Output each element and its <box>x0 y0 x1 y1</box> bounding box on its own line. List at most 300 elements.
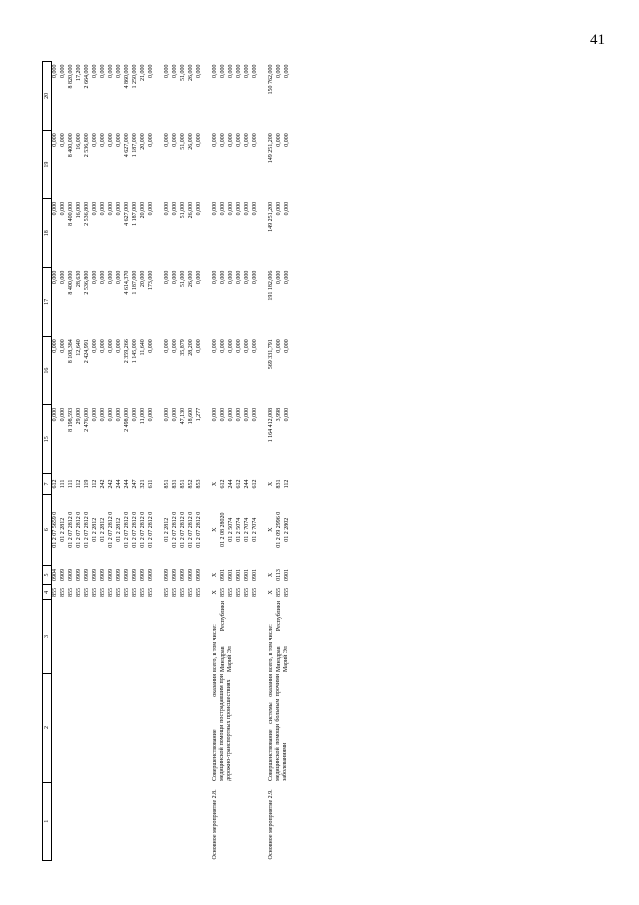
target-article-cell: 01 2 09 2996 0 <box>275 511 282 548</box>
amount-cell: 0,000 <box>219 64 226 78</box>
amount-cell: 0,000 <box>99 201 106 216</box>
amount-cell: 18,600 <box>187 407 194 425</box>
section-code-cell: 0909 <box>107 568 114 581</box>
amount-cell: 0,000 <box>283 201 290 216</box>
grbs-code-cell: 855 <box>123 587 130 597</box>
section-code-cell: 0909 <box>163 568 170 581</box>
amount-cell: 8 400,000 <box>67 201 74 226</box>
section-code-cell: 0909 <box>131 568 138 581</box>
amount-cell: 20,000 <box>139 201 146 219</box>
amount-cell: 0,000 <box>147 407 154 422</box>
section-code-cell: 0901 <box>227 568 234 581</box>
expense-type-cell: 851 <box>179 479 186 489</box>
grbs-code-cell: 855 <box>75 587 82 597</box>
amount-cell: 0,000 <box>163 201 170 216</box>
amount-cell: 2 664,000 <box>83 64 90 89</box>
amount-cell: 8 820,000 <box>67 64 74 89</box>
amount-cell: 0,000 <box>115 339 122 353</box>
amount-cell: 0,000 <box>115 64 122 78</box>
amount-cell: 0,000 <box>147 339 154 353</box>
amount-cell: 0,000 <box>52 64 58 78</box>
grbs-code-cell: 855 <box>107 587 114 597</box>
expense-type-cell: 244 <box>243 479 250 489</box>
executor-total-cell: всего, в том числе: <box>211 624 218 673</box>
amount-cell: 0,000 <box>91 407 98 422</box>
amount-cell: 1 250,000 <box>131 64 138 89</box>
amount-cell: 0,000 <box>243 339 250 353</box>
amount-cell: 0,000 <box>107 407 114 422</box>
amount-cell: 21,000 <box>139 64 146 81</box>
amount-cell: 0,000 <box>243 201 250 216</box>
amount-cell: 4 614,370 <box>123 270 130 295</box>
measure-name-cell: Основное мероприятие 2.8. <box>211 789 218 860</box>
table-body <box>52 62 292 861</box>
col-header: 5 <box>43 565 52 585</box>
target-article-cell: 01 2 07 2812 0 <box>195 511 202 548</box>
col-header: 3 <box>43 600 52 673</box>
amount-cell: 0,000 <box>243 407 250 422</box>
amount-cell: 0,000 <box>219 407 226 422</box>
amount-cell: 0,000 <box>235 270 242 285</box>
amount-cell: 51,000 <box>179 201 186 219</box>
amount-cell: 8 108,384 <box>67 339 74 364</box>
amount-cell: 0,000 <box>171 201 178 216</box>
amount-cell: 8 198,593 <box>67 407 74 432</box>
amount-cell: 8 400,000 <box>67 133 74 158</box>
amount-cell: 11,640 <box>139 339 146 356</box>
col-header: 19 <box>43 130 52 199</box>
section-code-cell: 0901 <box>235 568 242 581</box>
section-code-cell: 0909 <box>67 568 74 581</box>
amount-cell: 0,000 <box>147 133 154 147</box>
executor-cell: Минздрав Республики Марий Эл <box>219 601 233 673</box>
expense-type-cell: 112 <box>91 479 98 489</box>
amount-cell: 1 187,000 <box>131 133 138 158</box>
section-code-cell: 0909 <box>75 568 82 581</box>
section-gap <box>156 62 164 861</box>
amount-cell: 0,000 <box>211 407 218 422</box>
grbs-code-cell: 855 <box>275 587 282 597</box>
amount-cell: 4 860,000 <box>123 64 130 89</box>
amount-cell: 0,000 <box>91 270 98 285</box>
table-row <box>164 62 172 861</box>
amount-cell: 0,000 <box>91 339 98 353</box>
amount-cell: 1 145,000 <box>131 339 138 364</box>
amount-cell: 0,000 <box>243 133 250 147</box>
amount-cell: 0,000 <box>275 270 282 285</box>
amount-cell: 0,000 <box>147 64 154 78</box>
amount-cell: 0,000 <box>163 133 170 147</box>
target-article-cell: X <box>267 527 274 532</box>
amount-cell: 1 187,000 <box>131 270 138 295</box>
executor-cell <box>164 600 204 673</box>
grbs-code-cell: 855 <box>59 587 66 597</box>
amount-cell: 0,000 <box>91 201 98 216</box>
expense-type-cell: X <box>267 481 274 487</box>
section-code-cell: 0909 <box>91 568 98 581</box>
amount-cell: 4 627,000 <box>123 133 130 158</box>
grbs-code-cell: 855 <box>115 587 122 597</box>
table-row <box>268 62 276 861</box>
grbs-code-cell: 855 <box>251 587 258 597</box>
measure-description-cell <box>52 673 156 782</box>
amount-cell: 0,000 <box>107 133 114 147</box>
expense-type-cell: 612 <box>52 479 58 489</box>
section-code-cell: 0909 <box>195 568 202 581</box>
target-article-cell: 01 2 07 2812 0 <box>107 511 114 548</box>
amount-cell: 0,000 <box>107 270 114 285</box>
section-code-cell: X <box>267 572 274 578</box>
expense-type-cell: 112 <box>75 479 82 489</box>
amount-cell: 20,000 <box>139 133 146 150</box>
amount-cell: 0,000 <box>115 407 122 422</box>
amount-cell: 16,000 <box>75 133 82 150</box>
col-header: 15 <box>43 405 52 474</box>
amount-cell: 0,000 <box>275 339 282 353</box>
amount-cell: 16,000 <box>75 201 82 219</box>
expense-type-cell: 244 <box>115 479 122 489</box>
gap-cell <box>156 62 164 861</box>
amount-cell: 0,000 <box>235 407 242 422</box>
amount-cell: 0,000 <box>91 64 98 78</box>
amount-cell: 0,000 <box>99 133 106 147</box>
section-code-cell: 0901 <box>251 568 258 581</box>
amount-cell: 2 536,800 <box>83 201 90 226</box>
target-article-cell: 01 2 7074 <box>251 517 258 542</box>
amount-cell: 0,000 <box>99 407 106 422</box>
section-code-cell: 0901 <box>219 568 226 581</box>
amount-cell: 0,000 <box>211 201 218 216</box>
target-article-cell: 01 2 07 2812 0 <box>83 511 90 548</box>
target-article-cell: 01 2 07 5659 0 <box>52 511 58 548</box>
amount-cell: 0,000 <box>195 64 202 78</box>
amount-cell: 2 476,000 <box>83 407 90 432</box>
amount-cell: 0,000 <box>227 407 234 422</box>
section-code-cell: 0909 <box>179 568 186 581</box>
target-article-cell: 01 2 07 2812 0 <box>147 511 154 548</box>
amount-cell: 0,000 <box>251 133 258 147</box>
amount-cell: 0,000 <box>59 201 66 216</box>
amount-cell: 0,000 <box>59 339 66 353</box>
target-article-cell: 01 2 2812 <box>163 517 170 542</box>
amount-cell: 12,640 <box>75 339 82 356</box>
col-header: 2 <box>43 673 52 782</box>
section-code-cell: 0901 <box>283 568 290 581</box>
amount-cell: 0,000 <box>163 407 170 422</box>
section-code-cell: 0909 <box>147 568 154 581</box>
section-code-cell: 0901 <box>243 568 250 581</box>
measure-name-cell <box>164 782 204 860</box>
measure-description-cell: Совершенствование системы оказания медицинской помощи больным прочими заболеваниями <box>267 674 288 782</box>
amount-cell: 0,000 <box>163 339 170 353</box>
amount-cell: 1 187,000 <box>131 201 138 226</box>
amount-cell: 51,000 <box>179 270 186 288</box>
amount-cell: 26,000 <box>187 64 194 81</box>
expense-type-cell: 244 <box>227 479 234 489</box>
amount-cell: 0,000 <box>275 64 282 78</box>
amount-cell: 0,000 <box>52 407 58 422</box>
expense-type-cell: 247 <box>131 479 138 489</box>
gap-cell <box>204 62 212 861</box>
target-article-cell: 01 2 2802 <box>283 517 290 542</box>
amount-cell: 0,000 <box>107 339 114 353</box>
amount-cell: 0,000 <box>99 64 106 78</box>
grbs-code-cell: 855 <box>171 587 178 597</box>
grbs-code-cell: 855 <box>67 587 74 597</box>
amount-cell: 0,000 <box>211 270 218 285</box>
target-article-cell: 01 2 08 28020 <box>219 512 226 547</box>
amount-cell: 0,000 <box>59 407 66 422</box>
amount-cell: 0,000 <box>219 133 226 147</box>
amount-cell: 173,000 <box>147 270 154 291</box>
target-article-cell: 01 2 2812 <box>91 517 98 542</box>
amount-cell: 20,000 <box>139 270 146 288</box>
amount-cell: 0,000 <box>171 339 178 353</box>
section-gap <box>260 62 268 861</box>
amount-cell: 26,000 <box>187 201 194 219</box>
amount-cell: 0,000 <box>163 64 170 78</box>
target-article-cell: 01 2 07 2812 0 <box>139 511 146 548</box>
measure-description-cell: Совершенствование оказания медицинской помощи пострадавшим при дорожно-транспортных происшествиях <box>211 674 232 782</box>
amount-cell: 0,000 <box>131 407 138 422</box>
amount-cell: 0,000 <box>52 339 58 353</box>
amount-cell: 0,000 <box>219 270 226 285</box>
target-article-cell: X <box>211 527 218 532</box>
amount-cell: 0,000 <box>59 64 66 78</box>
amount-cell: 51,000 <box>179 64 186 81</box>
col-header: 1 <box>43 782 52 860</box>
amount-cell: 0,000 <box>171 133 178 147</box>
amount-cell: 0,000 <box>227 339 234 353</box>
amount-cell: 0,000 <box>235 133 242 147</box>
section-code-cell: 0909 <box>187 568 194 581</box>
grbs-code-cell: 855 <box>147 587 154 597</box>
expense-type-cell: 612 <box>219 479 226 489</box>
grbs-code-cell: 855 <box>131 587 138 597</box>
expense-type-cell: 112 <box>283 479 290 489</box>
amount-cell: 0,000 <box>147 201 154 216</box>
target-article-cell: 01 2 5074 <box>235 517 242 542</box>
amount-cell: 2 498,000 <box>123 407 130 432</box>
target-article-cell: 01 2 5074 <box>227 517 234 542</box>
amount-cell: 0,000 <box>115 270 122 285</box>
amount-cell: 0,000 <box>251 64 258 78</box>
amount-cell: 0,000 <box>171 270 178 285</box>
col-header: 16 <box>43 336 52 405</box>
amount-cell: 11,000 <box>139 407 146 425</box>
amount-cell: 0,000 <box>243 270 250 285</box>
expense-type-cell: 119 <box>83 479 90 489</box>
amount-cell: 0,000 <box>115 133 122 147</box>
amount-cell: 0,000 <box>211 339 218 353</box>
amount-cell: 26,000 <box>187 270 194 288</box>
amount-cell: 0,000 <box>171 64 178 78</box>
table-row <box>52 62 60 861</box>
grbs-code-cell: 855 <box>243 587 250 597</box>
amount-cell: 0,000 <box>99 270 106 285</box>
expense-type-cell: 853 <box>195 479 202 489</box>
target-article-cell: 01 2 2812 <box>99 517 106 542</box>
grbs-code-cell: 855 <box>99 587 106 597</box>
amount-cell: 0,000 <box>283 133 290 147</box>
expense-type-cell: 111 <box>59 479 66 489</box>
col-header: 4 <box>43 585 52 600</box>
grbs-code-cell: 855 <box>163 587 170 597</box>
expense-type-cell: 611 <box>147 479 154 489</box>
amount-cell: 0,000 <box>283 270 290 285</box>
executor-cell <box>52 600 156 673</box>
amount-cell: 0,000 <box>107 64 114 78</box>
expense-type-cell: 831 <box>171 479 178 489</box>
amount-cell: 0,000 <box>195 270 202 285</box>
measure-name-cell: Основное мероприятие 2.9. <box>267 789 274 860</box>
amount-cell: 0,000 <box>52 270 58 285</box>
amount-cell: 8 400,000 <box>67 270 74 295</box>
expense-type-cell: 242 <box>99 479 106 489</box>
amount-cell: 3,998 <box>275 407 282 422</box>
col-header: 17 <box>43 268 52 337</box>
expense-type-cell: 244 <box>123 479 130 489</box>
target-article-cell: 01 2 07 2812 0 <box>131 511 138 548</box>
grbs-code-cell: X <box>211 590 218 595</box>
amount-cell: 0,000 <box>227 133 234 147</box>
amount-cell: 0,000 <box>283 407 290 422</box>
column-number-header <box>43 62 52 861</box>
amount-cell: 0,000 <box>59 270 66 285</box>
section-code-cell: 0909 <box>59 568 66 581</box>
amount-cell: 35,879 <box>179 339 186 356</box>
executor-total-cell: всего, в том числе: <box>267 624 274 673</box>
amount-cell: 0,000 <box>275 133 282 147</box>
gap-cell <box>260 62 268 861</box>
target-article-cell: 01 2 2812 <box>115 517 122 542</box>
col-header: 18 <box>43 199 52 268</box>
amount-cell: 0,000 <box>227 64 234 78</box>
target-article-cell: 01 2 07 2812 0 <box>171 511 178 548</box>
amount-cell: 569 331,791 <box>267 339 274 370</box>
amount-cell: 0,000 <box>227 201 234 216</box>
amount-cell: 0,000 <box>211 133 218 147</box>
amount-cell: 47,130 <box>179 407 186 425</box>
executor-cell: Минздрав Республики Марий Эл <box>275 601 289 673</box>
section-code-cell: 0904 <box>52 568 58 581</box>
amount-cell: 0,000 <box>115 201 122 216</box>
amount-cell: 0,000 <box>91 133 98 147</box>
amount-cell: 17,200 <box>75 64 82 81</box>
expense-type-cell: 851 <box>163 479 170 489</box>
amount-cell: 2 536,800 <box>83 270 90 295</box>
target-article-cell: 01 2 07 2812 0 <box>179 511 186 548</box>
measure-description-cell <box>164 673 204 782</box>
target-article-cell: 01 2 2812 <box>59 517 66 542</box>
amount-cell: 0,000 <box>243 64 250 78</box>
amount-cell: 0,000 <box>235 201 242 216</box>
amount-cell: 0,000 <box>227 270 234 285</box>
amount-cell: 28,200 <box>187 339 194 356</box>
measure-name-cell <box>52 782 156 860</box>
amount-cell: 0,000 <box>195 339 202 353</box>
grbs-code-cell: 855 <box>91 587 98 597</box>
amount-cell: 0,000 <box>283 64 290 78</box>
grbs-code-cell: 855 <box>227 587 234 597</box>
target-article-cell: 01 2 7074 <box>243 517 250 542</box>
expense-type-cell: 321 <box>139 479 146 489</box>
col-header: 6 <box>43 494 52 565</box>
grbs-code-cell: 855 <box>187 587 194 597</box>
section-code-cell: X <box>211 572 218 578</box>
amount-cell: 0,000 <box>52 201 58 216</box>
amount-cell: 2 536,800 <box>83 133 90 158</box>
amount-cell: 150 762,000 <box>267 64 274 95</box>
amount-cell: 0,000 <box>219 339 226 353</box>
section-code-cell: 0909 <box>123 568 130 581</box>
amount-cell: 0,000 <box>275 201 282 216</box>
amount-cell: 0,000 <box>235 64 242 78</box>
section-code-cell: 0909 <box>83 568 90 581</box>
expense-type-cell: X <box>211 481 218 487</box>
section-code-cell: 0909 <box>99 568 106 581</box>
amount-cell: 149 251,200 <box>267 201 274 232</box>
amount-cell: 0,000 <box>211 64 218 78</box>
budget-table <box>42 61 292 861</box>
amount-cell: 28,630 <box>75 270 82 288</box>
amount-cell: 1,277 <box>195 407 202 422</box>
amount-cell: 0,000 <box>195 201 202 216</box>
amount-cell: 149 251,200 <box>267 133 274 164</box>
amount-cell: 29,000 <box>75 407 82 425</box>
grbs-code-cell: 855 <box>52 587 58 597</box>
amount-cell: 26,000 <box>187 133 194 150</box>
target-article-cell: 01 2 07 2812 0 <box>123 511 130 548</box>
amount-cell: 191 182,006 <box>267 270 274 301</box>
amount-cell: 0,000 <box>52 133 58 147</box>
grbs-code-cell: 855 <box>83 587 90 597</box>
amount-cell: 0,000 <box>283 339 290 353</box>
grbs-code-cell: 855 <box>219 587 226 597</box>
amount-cell: 0,000 <box>219 201 226 216</box>
expense-type-cell: 831 <box>275 479 282 489</box>
amount-cell: 0,000 <box>107 201 114 216</box>
rotated-table-page <box>42 61 557 861</box>
target-article-cell: 01 2 07 2812 0 <box>187 511 194 548</box>
amount-cell: 2 359,266 <box>123 339 130 364</box>
grbs-code-cell: 855 <box>139 587 146 597</box>
grbs-code-cell: 855 <box>235 587 242 597</box>
page-number: 41 <box>590 32 605 48</box>
amount-cell: 0,000 <box>251 407 258 422</box>
amount-cell: 0,000 <box>163 270 170 285</box>
col-header: 7 <box>43 474 52 495</box>
amount-cell: 1 164 412,008 <box>267 407 274 443</box>
col-header: 20 <box>43 62 52 131</box>
expense-type-cell: 612 <box>235 479 242 489</box>
grbs-code-cell: 855 <box>179 587 186 597</box>
section-code-cell: 0909 <box>115 568 122 581</box>
expense-type-cell: 852 <box>187 479 194 489</box>
target-article-cell: 01 2 07 2812 0 <box>67 511 74 548</box>
amount-cell: 0,000 <box>171 407 178 422</box>
amount-cell: 0,000 <box>251 270 258 285</box>
amount-cell: 51,000 <box>179 133 186 150</box>
table-row <box>212 62 220 861</box>
amount-cell: 0,000 <box>251 201 258 216</box>
target-article-cell: 01 2 07 2812 0 <box>75 511 82 548</box>
amount-cell: 2 424,991 <box>83 339 90 364</box>
grbs-code-cell: X <box>267 590 274 595</box>
section-code-cell: 0909 <box>139 568 146 581</box>
amount-cell: 0,000 <box>99 339 106 353</box>
expense-type-cell: 242 <box>107 479 114 489</box>
